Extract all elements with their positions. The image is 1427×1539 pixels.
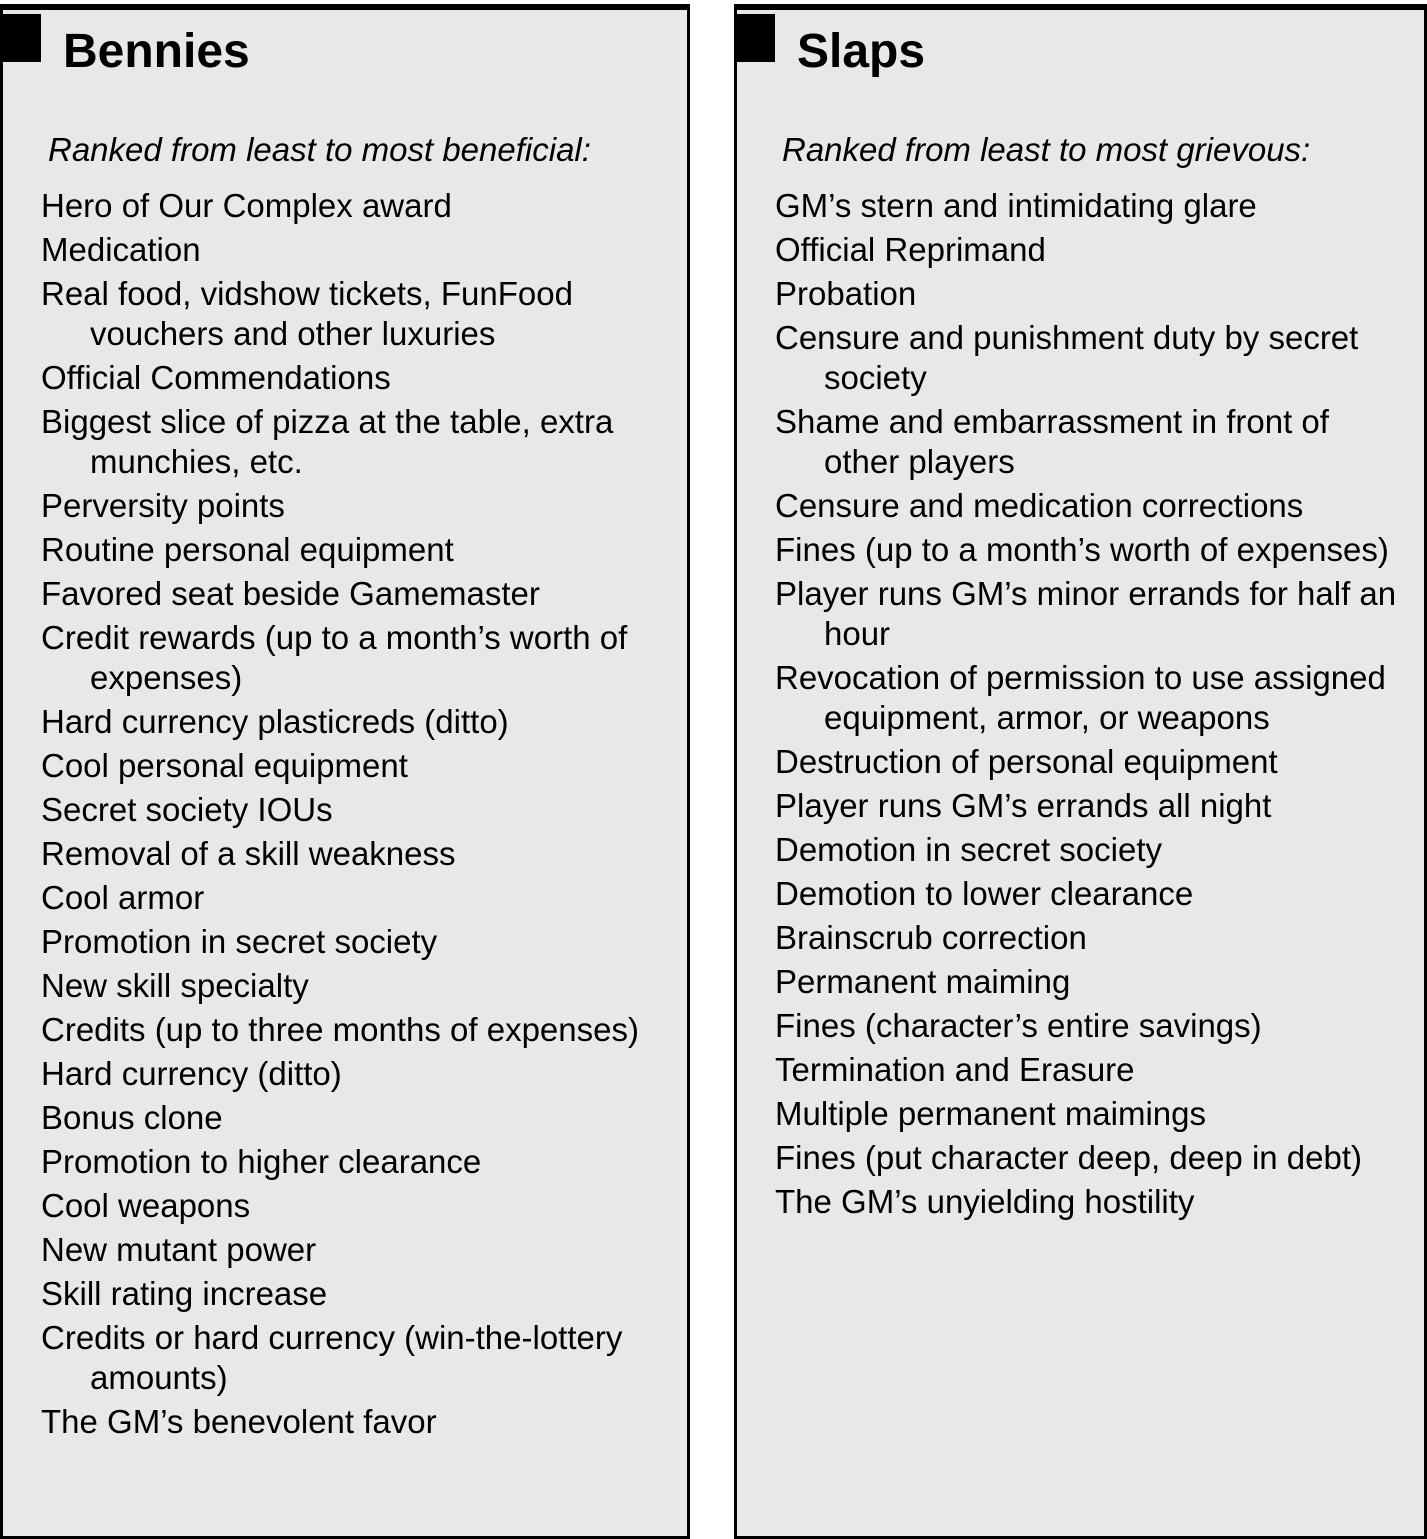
slaps-list-item: Fines (character’s entire savings) [775,1007,1262,1044]
slaps-list-item: GM’s stern and intimidating glare [775,187,1257,224]
slaps-list-item: Brainscrub correction [775,919,1087,956]
slaps-subtitle: Ranked from least to most grievous: [782,131,1311,168]
bennies-list-item: Favored seat beside Gamemaster [41,575,540,612]
bennies-list-item: New skill specialty [41,967,309,1004]
slaps-list-item: Permanent maiming [775,963,1071,1000]
bennies-list-item: Removal of a skill weakness [41,835,456,872]
slaps-list-item: Demotion in secret society [775,831,1162,868]
bennies-list-item: Promotion to higher clearance [41,1143,482,1180]
slaps-list-item: Demotion to lower clearance [775,875,1194,912]
bennies-list-item: Cool personal equipment [41,747,408,784]
slaps-list-item: Official Reprimand [775,231,1046,268]
slaps-title: Slaps [797,25,926,78]
slaps-header-marker [737,14,775,62]
slaps-list-item: Fines (put character deep, deep in debt) [775,1139,1363,1176]
bennies-list-item: Credit rewards (up to a month’s worth of expenses) [41,619,628,696]
bennies-panel [0,4,690,1539]
bennies-list-item: Bonus clone [41,1099,223,1136]
bennies-list-item: Secret society IOUs [41,791,333,828]
slaps-list-item: Censure and punishment duty by secret society [775,319,1359,396]
slaps-list [775,186,1406,1226]
slaps-list-item: Revocation of permission to use assigned equipment, armor, or weapons [775,659,1386,736]
bennies-list [41,186,669,1446]
slaps-list-item: Probation [775,275,917,312]
slaps-list-item: Player runs GM’s errands all night [775,787,1272,824]
bennies-list-item: Cool armor [41,879,205,916]
bennies-header-marker [3,14,41,62]
bennies-list-item: Hard currency plasticreds (ditto) [41,703,509,740]
slaps-panel [734,4,1427,1539]
bennies-list-item: Biggest slice of pizza at the table, extra munchies, etc. [41,403,614,480]
bennies-list-item: The GM’s benevolent favor [41,1403,437,1440]
slaps-list-item: The GM’s unyielding hostility [775,1183,1195,1220]
bennies-list-item: Medication [41,231,201,268]
bennies-list-item: Hero of Our Complex award [41,187,452,224]
bennies-list-item: Official Commendations [41,359,391,396]
bennies-list-item: Skill rating increase [41,1275,328,1312]
slaps-list-item: Shame and embarrassment in front of other players [775,403,1329,480]
bennies-list-item: Credits or hard currency (win-the-lottery amounts) [41,1319,623,1396]
slaps-list-item: Destruction of personal equipment [775,743,1278,780]
bennies-list-item: Promotion in secret society [41,923,438,960]
slaps-list-item: Multiple permanent maimings [775,1095,1207,1132]
bennies-list-item: New mutant power [41,1231,317,1268]
slaps-list-item: Player runs GM’s minor errands for half an hour [775,575,1397,652]
bennies-list-item: Real food, vidshow tickets, FunFood vouchers and other luxuries [41,275,573,352]
bennies-list-item: Cool weapons [41,1187,251,1224]
slaps-list-item: Censure and medication corrections [775,487,1304,524]
slaps-list-item: Fines (up to a month’s worth of expenses) [775,531,1389,568]
bennies-list-item: Routine personal equipment [41,531,454,568]
bennies-list-item: Perversity points [41,487,285,524]
bennies-subtitle: Ranked from least to most beneficial: [48,131,591,168]
bennies-list-item: Credits (up to three months of expenses) [41,1011,639,1048]
bennies-title: Bennies [63,25,250,78]
bennies-list-item: Hard currency (ditto) [41,1055,342,1092]
slaps-list-item: Termination and Erasure [775,1051,1135,1088]
